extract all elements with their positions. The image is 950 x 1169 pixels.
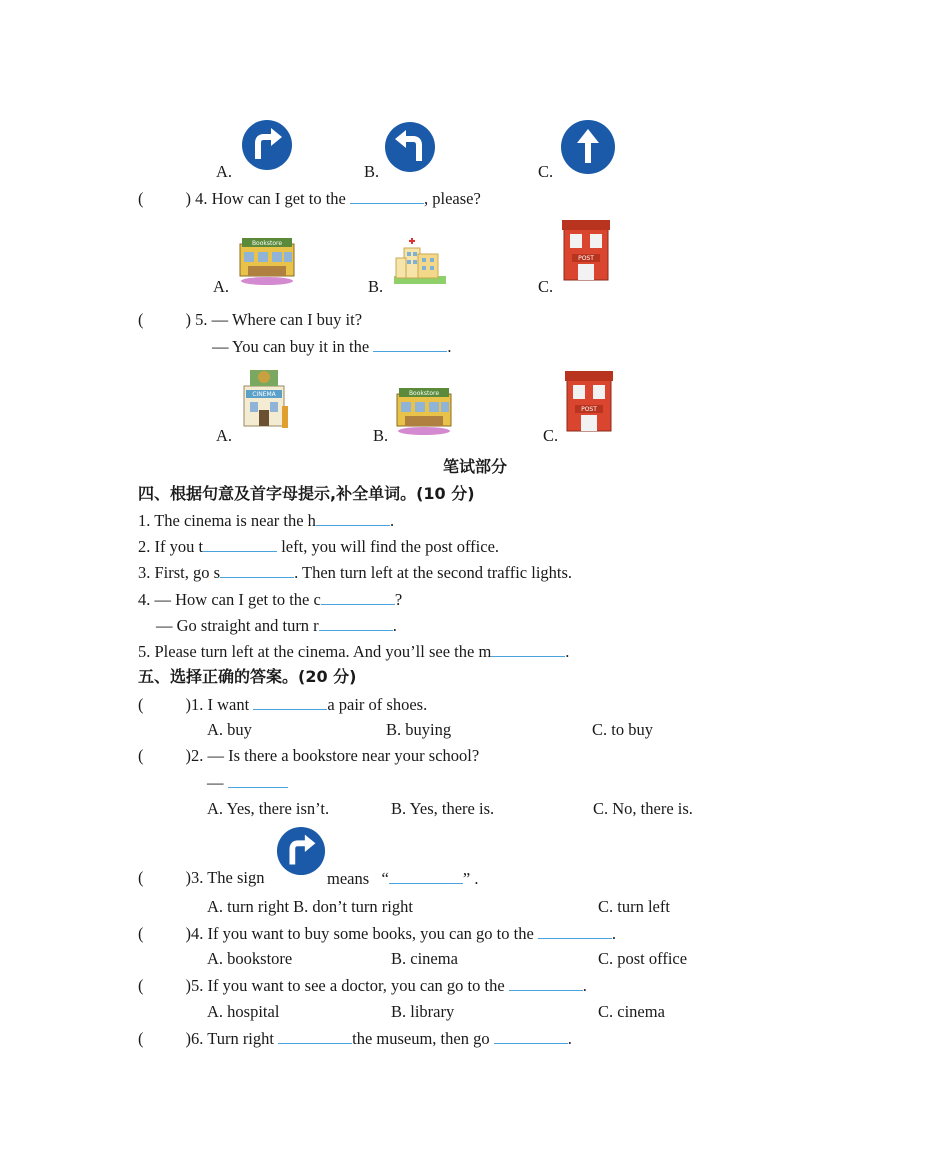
s5-q4-option-c[interactable]: C. post office [598, 949, 688, 968]
q5-option-c-label: C. [543, 426, 559, 445]
q5-option-b-label: B. [373, 426, 389, 445]
turn-right-sign-icon [241, 119, 293, 171]
s5-q2-option-c[interactable]: C. No, there is. [593, 799, 693, 818]
s4-item-4: 4. — How can I get to the c ? [138, 590, 403, 609]
s4-item-4-reply-blank[interactable] [319, 615, 393, 631]
q4-option-a-label: A. [213, 277, 230, 296]
s5-q1-option-a[interactable]: A. buy [207, 720, 252, 739]
hospital-icon [390, 236, 450, 286]
q5-line1: ( ) 5. — Where can I buy it? [138, 310, 363, 329]
s4-item-3: 3. First, go s . Then turn left at the second traffic lights. [138, 563, 573, 582]
s5-q1: ( )1. I want a pair of shoes. [138, 695, 428, 714]
s5-q5-option-c[interactable]: C. cinema [598, 1002, 665, 1021]
s5-q4: ( )4. If you want to buy some books, you can go to the . [138, 924, 617, 943]
s4-item-4-blank[interactable] [321, 589, 395, 605]
post-sign-text: POST [578, 255, 594, 262]
s4-item-1-blank[interactable] [316, 510, 390, 526]
s4-item-4-reply: — Go straight and turn r . [156, 616, 397, 635]
q4-answer-blank[interactable] [350, 188, 424, 204]
s5-q5-option-a[interactable]: A. hospital [207, 1002, 280, 1021]
s5-q2-blank[interactable] [228, 772, 288, 788]
q3-option-a-label: A. [216, 162, 233, 181]
s4-item-2: 2. If you t left, you will find the post office. [138, 537, 500, 556]
s5-q3-options-ab[interactable]: A. turn right B. don’t turn right [207, 897, 413, 916]
s4-item-2-blank[interactable] [203, 536, 277, 552]
post-office-icon [562, 218, 610, 282]
bookstore-icon [393, 384, 455, 436]
s5-q4-option-b[interactable]: B. cinema [391, 949, 458, 968]
s5-q3-option-c[interactable]: C. turn left [598, 897, 670, 916]
s5-q3-means: means “ ” . [327, 869, 479, 888]
s4-item-3-blank[interactable] [220, 562, 294, 578]
q5-option-a-label: A. [216, 426, 233, 445]
s5-q1-blank[interactable] [253, 694, 327, 710]
s5-q4-blank[interactable] [538, 923, 612, 939]
s5-q2-reply: — [207, 772, 288, 793]
s5-q3: ( )3. The sign [138, 868, 265, 887]
s5-q6-blank-2[interactable] [494, 1028, 568, 1044]
s5-q5: ( )5. If you want to see a doctor, you can go to the . [138, 976, 587, 995]
cinema-icon [238, 366, 292, 432]
bookstore-sign-text: Bookstore [408, 390, 440, 397]
s5-q1-option-c[interactable]: C. to buy [592, 720, 653, 739]
q5-line2: — You can buy it in the . [212, 337, 452, 356]
post-sign-text: POST [581, 406, 597, 413]
s4-item-5-blank[interactable] [491, 641, 565, 657]
q3-option-c-label: C. [538, 162, 554, 181]
q4-line: ( ) 4. How can I get to the , please? [138, 189, 481, 208]
s5-q6-blank-1[interactable] [278, 1028, 352, 1044]
s5-q1-option-b[interactable]: B. buying [386, 720, 452, 739]
written-section-title: 笔试部分 [442, 457, 507, 476]
q5-answer-blank[interactable] [373, 336, 447, 352]
s5-q2: ( )2. — Is there a bookstore near your school? [138, 746, 480, 765]
cinema-sign-text: CINEMA [252, 391, 276, 398]
section5-heading: 五、选择正确的答案。(20 分) [138, 667, 357, 686]
bookstore-icon [236, 234, 298, 286]
turn-right-sign-icon [276, 826, 326, 876]
section4-heading: 四、根据句意及首字母提示,补全单词。(10 分) [138, 484, 475, 503]
s5-q4-option-a[interactable]: A. bookstore [207, 949, 293, 968]
s5-q3-blank[interactable] [389, 868, 463, 884]
q3-option-b-label: B. [364, 162, 380, 181]
bookstore-sign-text: Bookstore [251, 240, 283, 247]
post-office-icon [565, 369, 613, 433]
turn-left-sign-icon [384, 121, 436, 173]
go-straight-sign-icon [560, 119, 616, 175]
s5-q5-option-b[interactable]: B. library [391, 1002, 455, 1021]
q4-option-c-label: C. [538, 277, 554, 296]
s4-item-5: 5. Please turn left at the cinema. And you’ll see the m . [138, 642, 570, 661]
s5-q2-option-a[interactable]: A. Yes, there isn’t. [207, 799, 330, 818]
s5-q6: ( )6. Turn right the museum, then go . [138, 1029, 572, 1048]
s5-q5-blank[interactable] [509, 975, 583, 991]
q4-option-b-label: B. [368, 277, 384, 296]
s5-q2-option-b[interactable]: B. Yes, there is. [391, 799, 495, 818]
s4-item-1: 1. The cinema is near the h . [138, 511, 395, 530]
